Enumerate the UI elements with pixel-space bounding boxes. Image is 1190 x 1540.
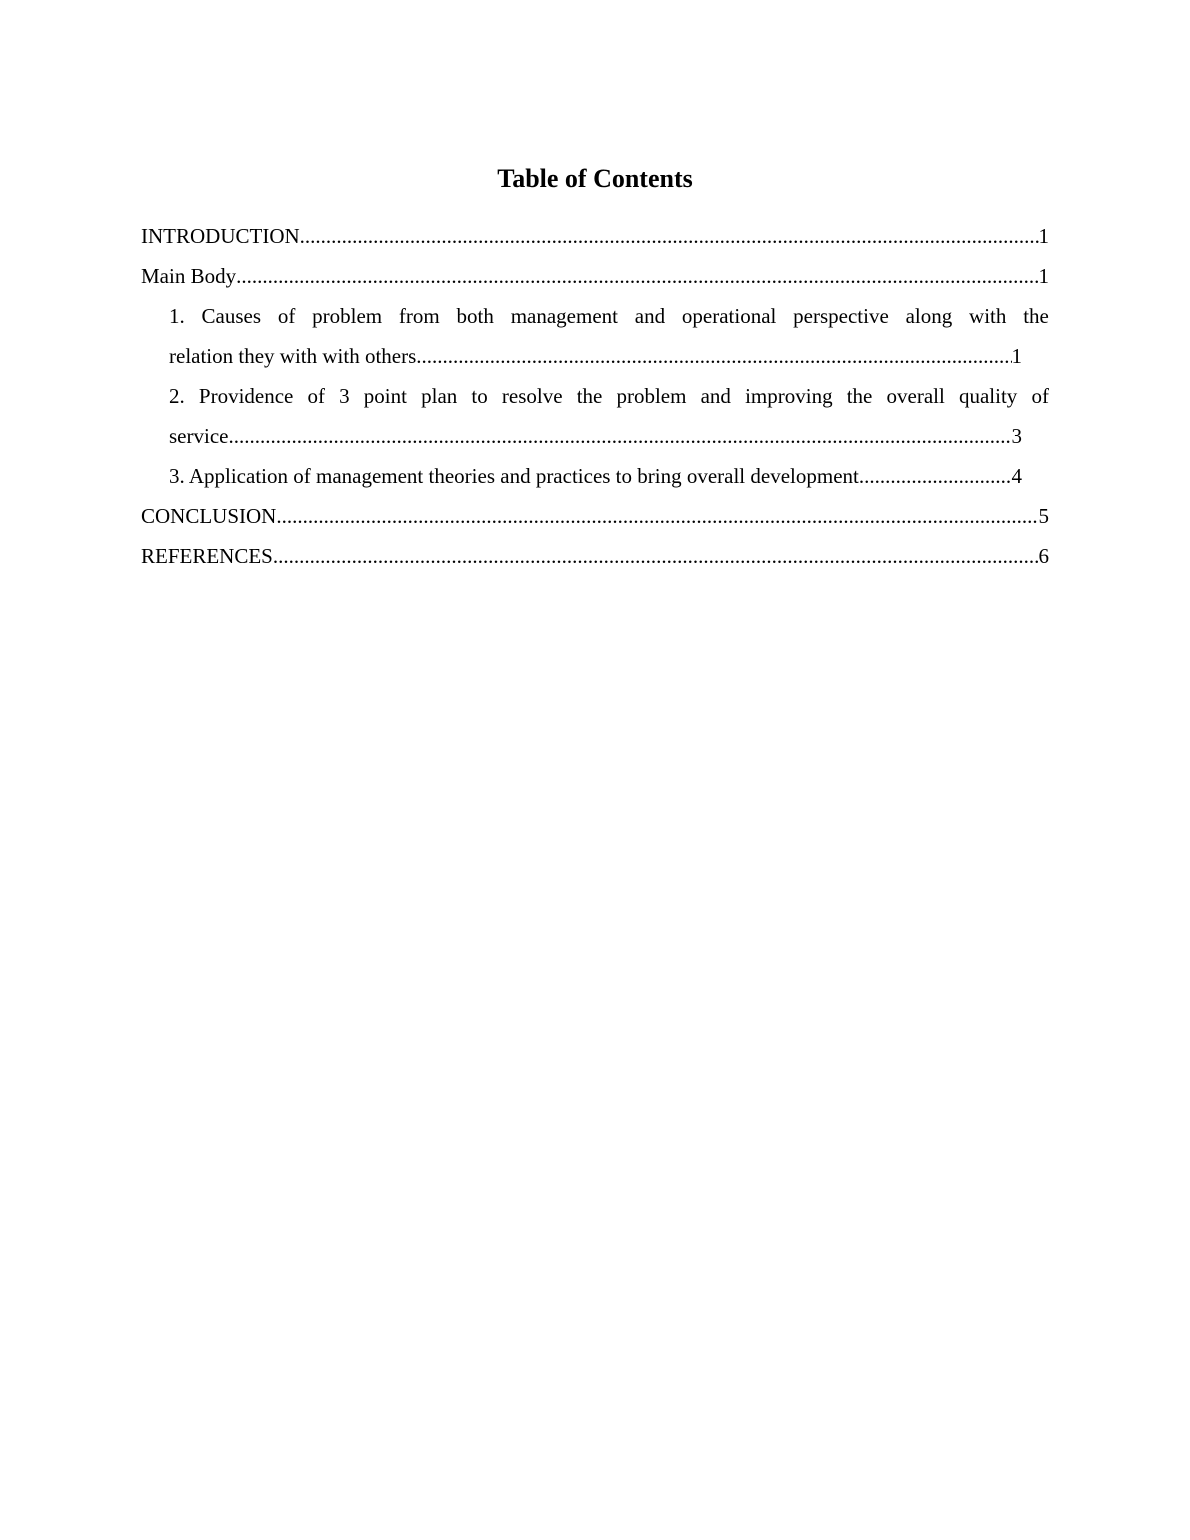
- toc-word: along: [905, 304, 953, 328]
- toc-word: resolve: [501, 384, 563, 408]
- toc-entry-label: CONCLUSION: [141, 504, 277, 528]
- toc-leader-dots: [276, 496, 1038, 536]
- toc-word: 3: [339, 384, 350, 408]
- toc-leader-dots: [228, 416, 1011, 456]
- toc-word: Causes: [201, 304, 262, 328]
- toc-entry-first-line: [169, 296, 1049, 336]
- toc-entry-label: 3. Application of management theories and practices to bring overall development: [169, 464, 859, 488]
- toc-word: improving: [745, 384, 833, 408]
- toc-word: overall: [886, 384, 945, 408]
- toc-entry-label: REFERENCES: [141, 544, 273, 568]
- toc-word: from: [398, 304, 440, 328]
- toc-word: point: [363, 384, 407, 408]
- toc-word: of: [307, 384, 326, 408]
- toc-page-number: 1: [1011, 344, 1022, 368]
- toc-word: of: [277, 304, 296, 328]
- toc-leader-dots: [416, 336, 1011, 376]
- toc-word: the: [1023, 304, 1049, 328]
- toc-entry-first-line: [169, 376, 1049, 416]
- toc-word: both: [456, 304, 494, 328]
- toc-entry-references[interactable]: [141, 536, 1049, 576]
- toc-word: the: [846, 384, 873, 408]
- toc-word: perspective: [793, 304, 889, 328]
- toc-entry-management-theories[interactable]: [141, 456, 1049, 496]
- toc-page-number: 4: [1011, 464, 1022, 488]
- toc-word: operational: [681, 304, 777, 328]
- toc-entry-introduction[interactable]: [141, 216, 1049, 256]
- toc-page-number: 3: [1011, 424, 1022, 448]
- toc-word: problem: [616, 384, 687, 408]
- toc-entry-label: Main Body: [141, 264, 237, 288]
- toc-entry-label-continued: service: [169, 424, 229, 448]
- toc-word: management: [510, 304, 618, 328]
- toc-word: quality: [958, 384, 1018, 408]
- page-title: Table of Contents: [497, 164, 693, 193]
- toc-word: to: [471, 384, 488, 408]
- toc-leader-dots: [236, 256, 1038, 296]
- toc-word: of: [1031, 384, 1049, 408]
- toc-word: plan: [421, 384, 458, 408]
- toc-page-number: 6: [1038, 544, 1049, 568]
- toc-page-number: 1: [1038, 264, 1049, 288]
- toc-word: the: [576, 384, 603, 408]
- toc-word: and: [634, 304, 666, 328]
- toc-leader-dots: [859, 456, 1012, 496]
- toc-word: Providence: [198, 384, 294, 408]
- toc-entry-label: INTRODUCTION: [141, 224, 300, 248]
- toc-entry-second-line: [169, 416, 1049, 456]
- toc-entry-label-continued: relation they with with others: [169, 344, 417, 368]
- toc-word: with: [969, 304, 1007, 328]
- toc-leader-dots: [273, 536, 1039, 576]
- table-of-contents: [141, 216, 1049, 576]
- toc-entry-conclusion[interactable]: [141, 496, 1049, 536]
- toc-page-number: 5: [1038, 504, 1049, 528]
- toc-entry-number: 2.: [169, 384, 185, 408]
- toc-entry-number: 1.: [169, 304, 185, 328]
- toc-entry-causes-of-problem[interactable]: [141, 296, 1049, 376]
- toc-word: problem: [312, 304, 383, 328]
- toc-word: and: [700, 384, 731, 408]
- toc-leader-dots: [300, 216, 1039, 256]
- toc-entry-second-line: [169, 336, 1049, 376]
- toc-page-number: 1: [1038, 224, 1049, 248]
- toc-entry-three-point-plan[interactable]: [141, 376, 1049, 456]
- toc-entry-main-body[interactable]: [141, 256, 1049, 296]
